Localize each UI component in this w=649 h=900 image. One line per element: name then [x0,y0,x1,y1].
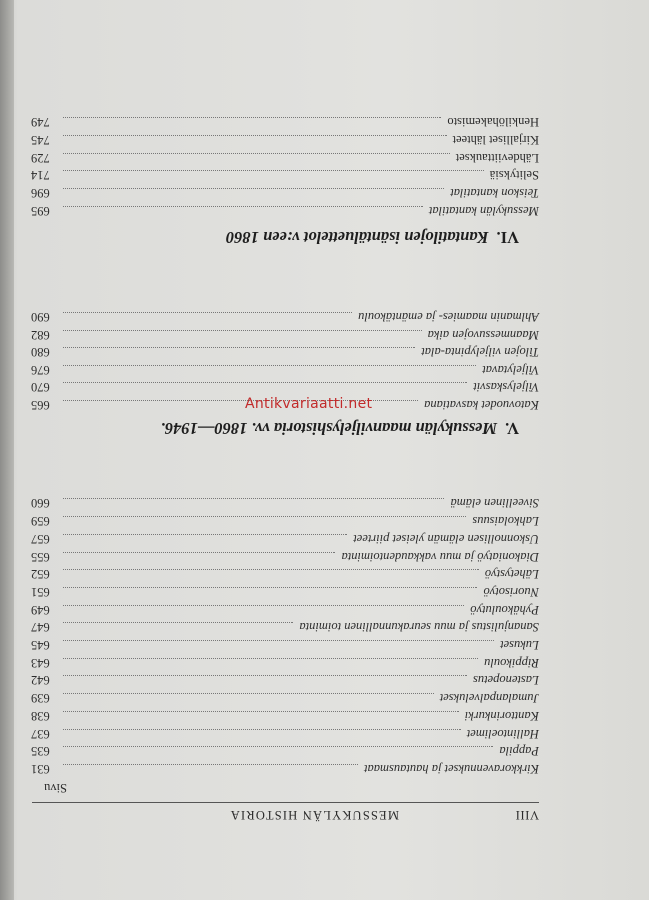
toc-entry-page: 749 [31,115,50,129]
toc-entry [31,511,539,528]
toc-entry-page: 647 [31,620,50,635]
toc-entry-page: 651 [31,585,50,599]
dot-leader [63,153,450,154]
toc-entry-page: 676 [31,362,50,377]
chapter-vi-title: Kantatilojen isäntäluettelot v:een 1860 [225,228,489,247]
toc-entry [31,653,539,670]
toc-entry-label: Kirkkoravennukset ja hautausmaat [364,762,539,776]
toc-entry [31,759,539,776]
toc-entry-label: Kanttorinkurki [464,708,539,723]
toc-entry-label: Kirjalliset lähteet [452,132,539,147]
dot-leader [63,729,461,730]
toc-entry-page: 643 [31,655,50,670]
dot-leader [63,499,444,500]
toc-entry-page: 690 [31,310,50,324]
toc-entry [31,360,539,377]
toc-entry-page: 657 [31,531,50,546]
toc-entry-page: 680 [31,345,50,360]
toc-entry-page: 637 [31,726,50,741]
watermark-text: Antikvariaatti.net [245,396,373,412]
dot-leader [63,365,476,366]
dot-leader [63,117,441,118]
column-label-sivu: Sivu [44,781,67,795]
toc-entry [31,724,539,741]
toc-entry-label: Viljelyskasvit [473,380,539,395]
toc-entry [31,529,539,546]
toc-entry-label: Selityksiä [489,168,539,183]
toc-entry-page: 729 [31,150,50,165]
dot-leader [63,330,422,331]
toc-entry-label: Pappila [499,744,539,759]
toc-entry-label: Lukuset [500,638,539,653]
toc-entry-page: 714 [31,168,50,183]
header-rule [32,802,539,803]
toc-entry-label: Lahkolaisuus [472,514,539,529]
toc-entry [31,582,539,599]
toc-entry-label: Henkilöhakemisto [447,115,539,129]
dot-leader [63,569,479,570]
toc-entry-label: Viljelytavat [482,362,539,377]
toc-entry-page: 631 [31,762,50,776]
toc-entry-page: 745 [31,132,50,147]
toc-entry-label: Uskonnollisen elämän yleiset piirteet [353,531,539,546]
toc-entry [31,130,539,147]
toc-entry [31,600,539,617]
dot-leader [63,552,335,553]
toc-entry [31,494,539,511]
toc-entry-label: Ahlmanin maamies- ja emäntäkoulu [358,310,539,324]
toc-entry [31,617,539,634]
toc-entry-page: 670 [31,380,50,395]
toc-entry-label: Messukylän kantatilat [428,204,539,218]
toc-entry-page: 635 [31,744,50,759]
toc-entry-label: Katovuodet kasvatiana [424,398,539,412]
toc-entry-page: 655 [31,549,50,564]
chapter-vi-heading [49,227,519,247]
toc-entry-page: 695 [31,204,50,218]
toc-entry-page: 659 [31,514,50,529]
toc-entry-page: 696 [31,186,50,201]
toc-entry [31,112,539,129]
dot-leader [63,534,347,535]
dot-leader [63,676,467,677]
toc-entry-label: Tilojen viljelypinta-alat [421,345,539,360]
toc-entry [31,165,539,182]
toc-entry-label: Nuorisotyö [483,585,539,599]
dot-leader [63,206,423,207]
dot-leader [63,711,459,712]
toc-entry-label: Lastenopetus [473,673,539,688]
dot-leader [63,347,415,348]
toc-entry-label: Teiskon kantatilat [450,186,539,201]
toc-entry [31,307,539,324]
toc-entry-page: 649 [31,602,50,617]
chapter-v-numeral: V. [505,419,519,438]
dot-leader [63,135,447,136]
toc-entry-label: Lähdeviittaukset [455,150,539,165]
toc-entry-label: Lähetystyö [484,567,539,582]
toc-entry [31,706,539,723]
dot-leader [63,382,467,383]
toc-entry [31,741,539,758]
toc-entry [31,688,539,705]
toc-entry-label: Siveellinen elämä [450,496,539,511]
dot-leader [63,658,478,659]
dot-leader [63,170,484,171]
chapter-v-title: Messukylän maanviljelyshistoria vv. 1860—1946. [160,419,498,438]
toc-entry-page: 642 [31,673,50,688]
toc-entry [31,201,539,218]
dot-leader [63,764,358,765]
toc-entry-page: 652 [31,567,50,582]
toc-entry [31,148,539,165]
running-header [39,802,539,822]
toc-entry-page: 645 [31,638,50,653]
toc-entry-label: Jumalanpalvelukset [439,691,539,706]
dot-leader [63,605,464,606]
dot-leader [63,640,494,641]
book-title: MESSUKYLÄN HISTORIA [229,808,399,822]
toc-entry-label: Diakoniatyö ja muu vakkaudentoiminta [341,549,539,564]
dot-leader [63,188,444,189]
dot-leader [63,516,466,517]
toc-entry-page: 682 [31,327,50,342]
toc-entry-label: Sananjulistus ja muu seurakunnallinen toiminta [299,620,539,635]
chapter-vi-numeral: VI. [496,228,519,247]
dot-leader [63,693,434,694]
toc-entry-page: 638 [31,708,50,723]
toc-entry [31,325,539,342]
toc-entry [31,183,539,200]
page-number: VIII [515,808,539,822]
dot-leader [63,312,352,313]
toc-entry-label: Maanmessuvojen aika [427,327,539,342]
toc-entry-label: Rippikoulu [484,655,539,670]
toc-entry [31,635,539,652]
dot-leader [63,746,493,747]
toc-entry-label: Pyhäkoulutyö [470,602,539,617]
dot-leader [63,622,293,623]
toc-entry [31,547,539,564]
chapter-v-heading [49,418,519,438]
toc-entry [31,564,539,581]
toc-entry [31,671,539,688]
toc-entry-page: 639 [31,691,50,706]
toc-entry [31,342,539,359]
dot-leader [63,587,477,588]
toc-entry-page: 665 [31,398,50,412]
toc-entry-page: 660 [31,496,50,511]
toc-entry [31,377,539,394]
toc-entry-label: Hallintoelimet [466,726,539,741]
